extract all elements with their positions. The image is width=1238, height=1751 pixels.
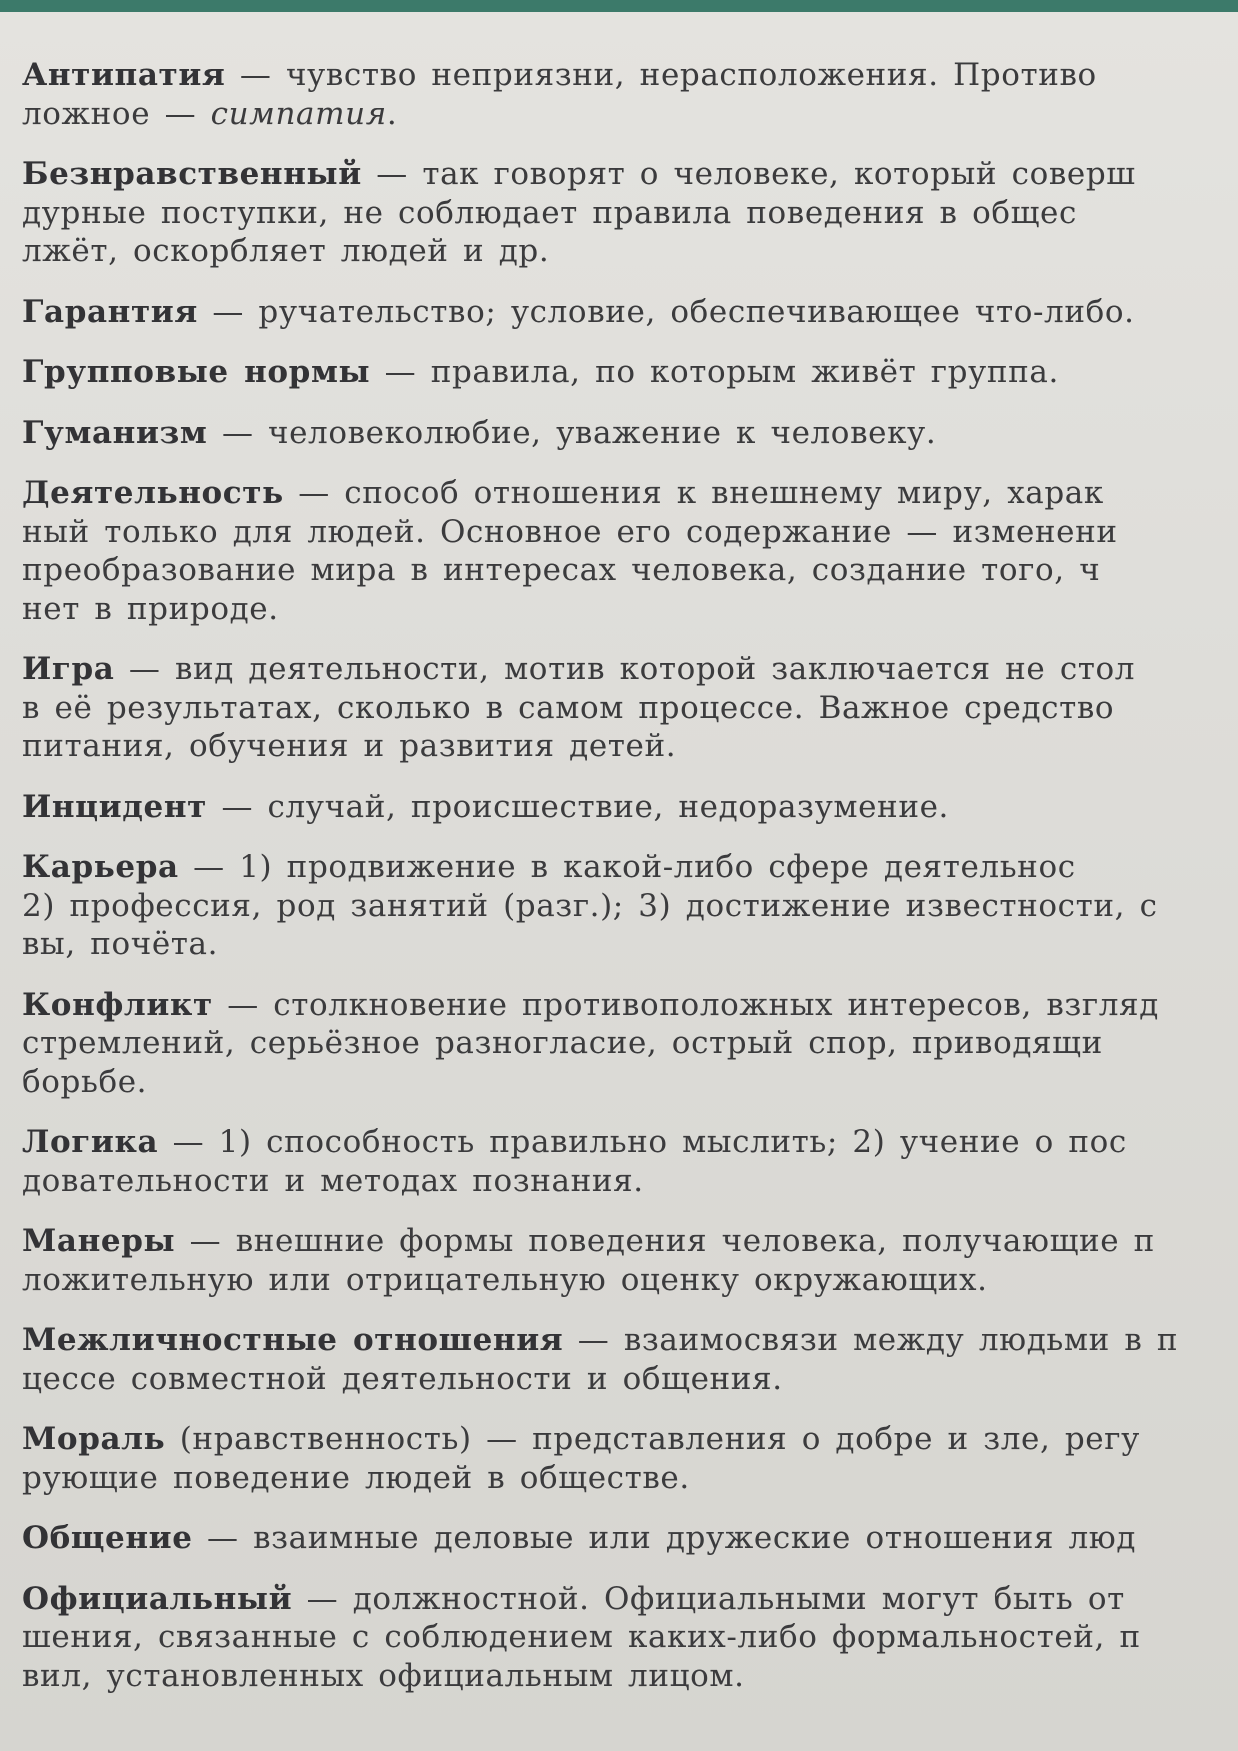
entry-line: [22, 986, 1238, 1025]
definition-line: рующие поведение людей в обществе.: [22, 1459, 690, 1496]
entry-line: [22, 1580, 1238, 1619]
entry-line: [22, 650, 1238, 689]
entry-line: [22, 56, 1238, 95]
definition-line: ный только для людей. Основное его содержание — изменени: [22, 513, 1118, 550]
glossary-entry: [22, 650, 1238, 766]
glossary-entry: [22, 293, 1238, 332]
definition-text: — 1) способность правильно мыслить; 2) учение о пос: [172, 1124, 1127, 1160]
definition-line: в её результатах, сколько в самом процессе. Важное средство: [22, 689, 1115, 726]
glossary-term: Гарантия: [22, 293, 198, 330]
definition-line: нет в природе.: [22, 590, 279, 627]
definition-text: — человеколюбие, уважение к человеку.: [221, 414, 937, 451]
glossary-entry: [22, 56, 1238, 133]
entry-line: [22, 95, 1238, 134]
definition-line: питания, обучения и развития детей.: [22, 728, 677, 764]
glossary-term: Логика: [22, 1124, 159, 1160]
definition-end: .: [386, 95, 398, 132]
glossary-term: Групповые нормы: [22, 354, 371, 390]
glossary: [22, 56, 1238, 1717]
definition-text: — чувство неприязни, нерасположения. Противо: [239, 57, 1097, 93]
definition-text: — 1) продвижение в какой-либо сфере деятельнос: [193, 849, 1076, 885]
glossary-term: Антипатия: [22, 57, 226, 93]
definition-line: вы, почёта.: [22, 926, 219, 962]
glossary-term: Инцидент: [22, 788, 207, 825]
definition-line: стремлений, серьёзное разногласие, острый спор, приводящи: [22, 1025, 1103, 1061]
glossary-entry: [22, 986, 1238, 1102]
entry-line: [22, 474, 1238, 513]
glossary-entry: [22, 1123, 1238, 1200]
glossary-term: Карьера: [22, 849, 179, 885]
definition-text: — столкновение противоположных интересов, взгляд: [227, 986, 1159, 1023]
definition-text: — должностной. Официальными могут быть от: [306, 1580, 1125, 1617]
glossary-entry: [22, 1519, 1238, 1558]
definition-line: довательности и методах познания.: [22, 1162, 644, 1199]
definition-text: — правила, по которым живёт группа.: [384, 354, 1059, 390]
definition-line: ложительную или отрицательную оценку окружающих.: [22, 1261, 988, 1298]
definition-text: ложное —: [22, 95, 211, 132]
entry-line: [22, 848, 1238, 887]
entry-line: [22, 414, 1238, 453]
definition-line: дурные поступки, не соблюдает правила поведения в общес: [22, 194, 1077, 231]
definition-text: — способ отношения к внешнему миру, харак: [298, 475, 1104, 511]
definition-text: (нравственность) — представления о добре и зле, регу: [179, 1421, 1140, 1457]
entry-line: [22, 293, 1238, 332]
definition-text: — взаимные деловые или дружеские отношения люд: [207, 1520, 1137, 1556]
definition-line: 2) профессия, род занятий (разг.); 3) достижение известности, с: [22, 887, 1158, 924]
glossary-term: Манеры: [22, 1223, 176, 1259]
glossary-term: Гуманизм: [22, 414, 208, 451]
glossary-entry: [22, 1420, 1238, 1497]
definition-text: — вид деятельности, мотив которой заключается не стол: [128, 651, 1136, 687]
book-cover-edge: [0, 0, 1238, 12]
definition-text: — случай, происшествие, недоразумение.: [221, 788, 949, 825]
entry-line: [22, 353, 1238, 392]
glossary-entry: [22, 155, 1238, 271]
glossary-entry: [22, 474, 1238, 628]
glossary-entry: [22, 414, 1238, 453]
glossary-term: Деятельность: [22, 475, 284, 511]
definition-line: борьбе.: [22, 1063, 148, 1100]
entry-line: [22, 1420, 1238, 1459]
glossary-entry: [22, 1222, 1238, 1299]
glossary-entry: [22, 1580, 1238, 1696]
definition-text: — ручательство; условие, обеспечивающее что-либо.: [212, 293, 1135, 330]
definition-line: лжёт, оскорбляет людей и др.: [22, 233, 550, 269]
entry-line: [22, 1222, 1238, 1261]
definition-text: — так говорят о человеке, который соверш: [376, 156, 1136, 192]
entry-line: [22, 1123, 1238, 1162]
entry-line: [22, 1519, 1238, 1558]
glossary-entry: [22, 788, 1238, 827]
definition-line: шения, связанные с соблюдением каких-либо формальностей, п: [22, 1619, 1141, 1655]
antonym-term: симпатия: [210, 95, 387, 132]
definition-line: преобразование мира в интересах человека, создание того, ч: [22, 552, 1101, 588]
glossary-term: Безнравственный: [22, 156, 362, 192]
entry-line: [22, 155, 1238, 194]
entry-line: [22, 1321, 1238, 1360]
glossary-term: Общение: [22, 1520, 193, 1556]
definition-line: вил, установленных официальным лицом.: [22, 1657, 745, 1694]
glossary-entry: [22, 1321, 1238, 1398]
glossary-entry: [22, 848, 1238, 964]
book-page: [0, 12, 1238, 1751]
glossary-term: Межличностные отношения: [22, 1322, 564, 1358]
glossary-term: Игра: [22, 651, 115, 687]
glossary-term: Конфликт: [22, 986, 213, 1023]
definition-text: — внешние формы поведения человека, получающие п: [189, 1223, 1155, 1259]
definition-line: цессе совместной деятельности и общения.: [22, 1360, 783, 1397]
definition-text: — взаимосвязи между людьми в п: [577, 1322, 1179, 1358]
entry-line: [22, 788, 1238, 827]
glossary-term: Официальный: [22, 1580, 293, 1617]
glossary-term: Мораль: [22, 1421, 166, 1457]
glossary-entry: [22, 353, 1238, 392]
